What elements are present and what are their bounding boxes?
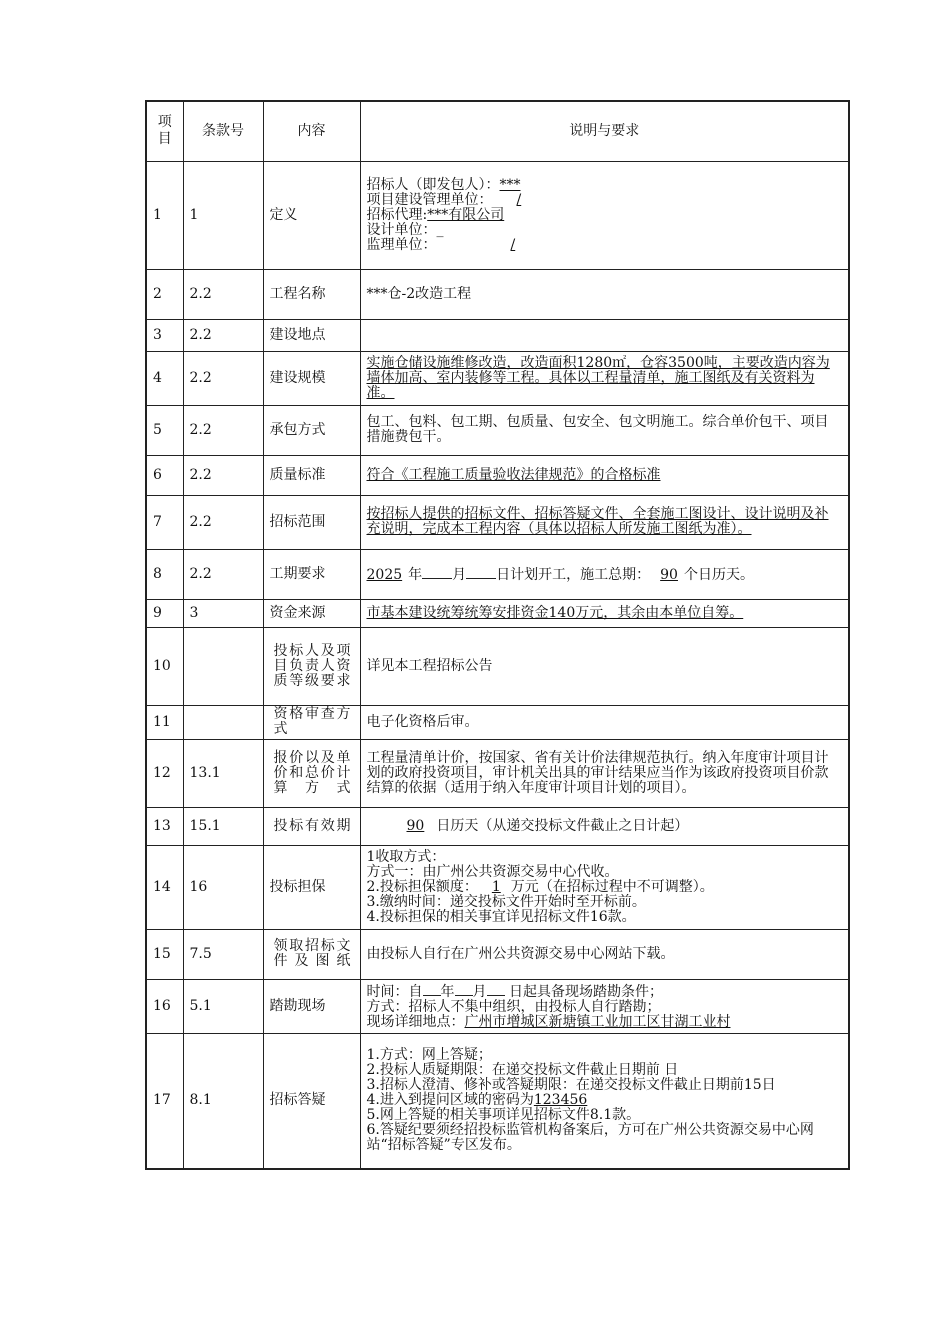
row-content: 工期要求 [263,549,360,599]
row-content: 资格审查方式 [263,705,360,739]
header-row [146,101,849,161]
row-no: 13 [146,807,183,845]
desc-text: 4.进入到提问区域的密码为 [366,1092,534,1109]
desc-line: 1收取方式： [366,848,446,865]
table-row [146,739,849,807]
header-clause: 条款号 [183,101,263,161]
desc-text: 时间：自 [366,983,423,1000]
row-desc [360,845,849,929]
row-clause: 15.1 [183,807,263,845]
table-row [146,807,849,845]
row-no: 16 [146,979,183,1033]
desc-text: 监理单位： [366,236,437,253]
row-content: 承包方式 [263,405,360,455]
row-clause: 2.2 [183,495,263,549]
guarantee-amount: 1 [491,878,501,895]
row-clause: 7.5 [183,929,263,979]
row-no: 11 [146,705,183,739]
row-desc: 包工、包料、包工期、包质量、包安全、包文明施工。综合单价包干、项目措施费包干。 [360,405,849,455]
row-desc [360,807,849,845]
row-clause: 3 [183,599,263,627]
table-row [146,627,849,705]
row-no: 8 [146,549,183,599]
row-no: 10 [146,627,183,705]
row-clause: 5.1 [183,979,263,1033]
row-desc [360,979,849,1033]
desc-line: 1.方式：网上答疑； [366,1047,492,1064]
row-clause: 2.2 [183,549,263,599]
table-row [146,929,849,979]
row-no: 12 [146,739,183,807]
table-row [146,351,849,405]
desc-line: 3.缴纳时间：递交投标文件开始时至开标前。 [366,893,646,910]
table-row [146,845,849,929]
row-desc: 按招标人提供的招标文件、招标答疑文件、全套施工图设计、设计说明及补充说明，完成本工程内容（具体以招标人所发施工图纸为准）。 [360,495,849,549]
table-row [146,319,849,351]
row-desc: 实施仓储设施维修改造，改造面积1280㎡，仓容3500吨，主要改造内容为墙体加高、室内装修等工程。具体以工程量清单，施工图纸及有关资料为准。 [360,351,849,405]
row-clause: 2.2 [183,455,263,495]
start-year: 2025 [366,566,403,583]
desc-text: 日历天（从递交投标文件截止之日计起） [436,817,689,834]
row-desc: 符合《工程施工质量验收法律规范》的合格标准 [360,455,849,495]
desc-text: 项目建设管理单位： [366,191,493,208]
total-days: 90 [660,566,678,583]
desc-text: 个日历天。 [683,566,754,583]
desc-text: 月 [472,983,487,1000]
row-desc [360,549,849,599]
row-content: 招标范围 [263,495,360,549]
desc-value: *** [499,176,521,193]
row-desc [360,161,849,269]
row-clause: 2.2 [183,319,263,351]
row-content: 踏勘现场 [263,979,360,1033]
header-item: 项目 [146,101,183,161]
desc-value: / [516,191,522,208]
table-row [146,979,849,1033]
row-clause: 13.1 [183,739,263,807]
table-row [146,549,849,599]
validity-days: 90 [406,817,425,834]
bid-data-table [145,100,850,1170]
desc-line: 3.招标人澄清、修补或答疑期限：在递交投标文件截止日期前15日 [366,1077,776,1094]
desc-text: 招标人（即发包人）： [366,176,500,193]
row-content: 定义 [263,161,360,269]
desc-line: 6.答疑纪要须经招投标监管机构备案后，方可在广州公共资源交易中心网站“招标答疑”专区发布。 [366,1122,814,1154]
row-content: 领取招标文件及图纸 [263,929,360,979]
row-desc [360,319,849,351]
desc-text: 招标代理: [366,206,428,223]
header-desc: 说明与要求 [360,101,849,161]
row-clause [183,705,263,739]
row-no: 6 [146,455,183,495]
desc-line: 4.投标担保的相关事宜详见招标文件16款。 [366,908,636,925]
row-content: 招标答疑 [263,1033,360,1169]
table-row [146,161,849,269]
row-no: 5 [146,405,183,455]
row-no: 4 [146,351,183,405]
desc-text: 2.投标担保额度： [366,878,478,895]
desc-value: / [510,236,516,253]
row-clause: 16 [183,845,263,929]
row-no: 3 [146,319,183,351]
row-content: 资金来源 [263,599,360,627]
desc-text: 月 [452,566,467,583]
row-content: 报价以及单价和总价计算方式 [263,739,360,807]
desc-text: 年 [440,983,455,1000]
table-row [146,495,849,549]
row-clause: 8.1 [183,1033,263,1169]
desc-line: 方式一：由广州公共资源交易中心代收。 [366,863,619,880]
row-desc: 详见本工程招标公告 [360,627,849,705]
row-content: 投标担保 [263,845,360,929]
table-row [146,1033,849,1169]
site-address: 广州市增城区新塘镇工业加工区甘湖工业村 [464,1013,731,1030]
row-content: 工程名称 [263,269,360,319]
row-no: 7 [146,495,183,549]
row-desc: 由投标人自行在广州公共资源交易中心网站下载。 [360,929,849,979]
desc-text: 设计单位：_ [366,221,444,238]
row-clause [183,627,263,705]
desc-line: 2.投标人质疑期限：在递交投标文件截止日期前 日 [366,1062,679,1079]
table-row [146,705,849,739]
table-row [146,599,849,627]
row-clause: 2.2 [183,269,263,319]
table-row [146,455,849,495]
table-row [146,269,849,319]
row-no: 1 [146,161,183,269]
row-clause: 2.2 [183,351,263,405]
desc-value: ***有限公司 [427,206,505,223]
row-desc: 电子化资格后审。 [360,705,849,739]
desc-text: 现场详细地点： [366,1013,465,1030]
row-no: 2 [146,269,183,319]
row-no: 17 [146,1033,183,1169]
row-desc: 工程量清单计价，按国家、省有关计价法律规范执行。纳入年度审计项目计划的政府投资项目，审计机关出具的审计结果应当作为该政府投资项目价款结算的依据（适用于纳入年度审计项目计划的项目）。 [360,739,849,807]
desc-text: 日计划开工，施工总期： [496,566,651,583]
desc-text: 日起具备现场踏勘条件； [508,983,663,1000]
row-no: 9 [146,599,183,627]
row-clause: 2.2 [183,405,263,455]
desc-text: 年 [408,566,423,583]
qa-password: 123456 [533,1092,588,1109]
row-content: 建设规模 [263,351,360,405]
row-content: 建设地点 [263,319,360,351]
row-no: 15 [146,929,183,979]
row-clause: 1 [183,161,263,269]
row-content: 投标有效期 [263,807,360,845]
row-content: 质量标准 [263,455,360,495]
header-content: 内容 [263,101,360,161]
desc-line: 方式：招标人不集中组织，由投标人自行踏勘； [366,998,661,1015]
desc-line: 5.网上答疑的相关事项详见招标文件8.1款。 [366,1107,641,1124]
row-no: 14 [146,845,183,929]
desc-text: 万元（在招标过程中不可调整）。 [510,878,714,895]
row-desc: 市基本建设统筹统筹安排资金140万元，其余由本单位自筹。 [360,599,849,627]
row-desc: ***仓-2改造工程 [360,269,849,319]
table-row [146,405,849,455]
row-content: 投标人及项目负责人资质等级要求 [263,627,360,705]
row-desc [360,1033,849,1169]
